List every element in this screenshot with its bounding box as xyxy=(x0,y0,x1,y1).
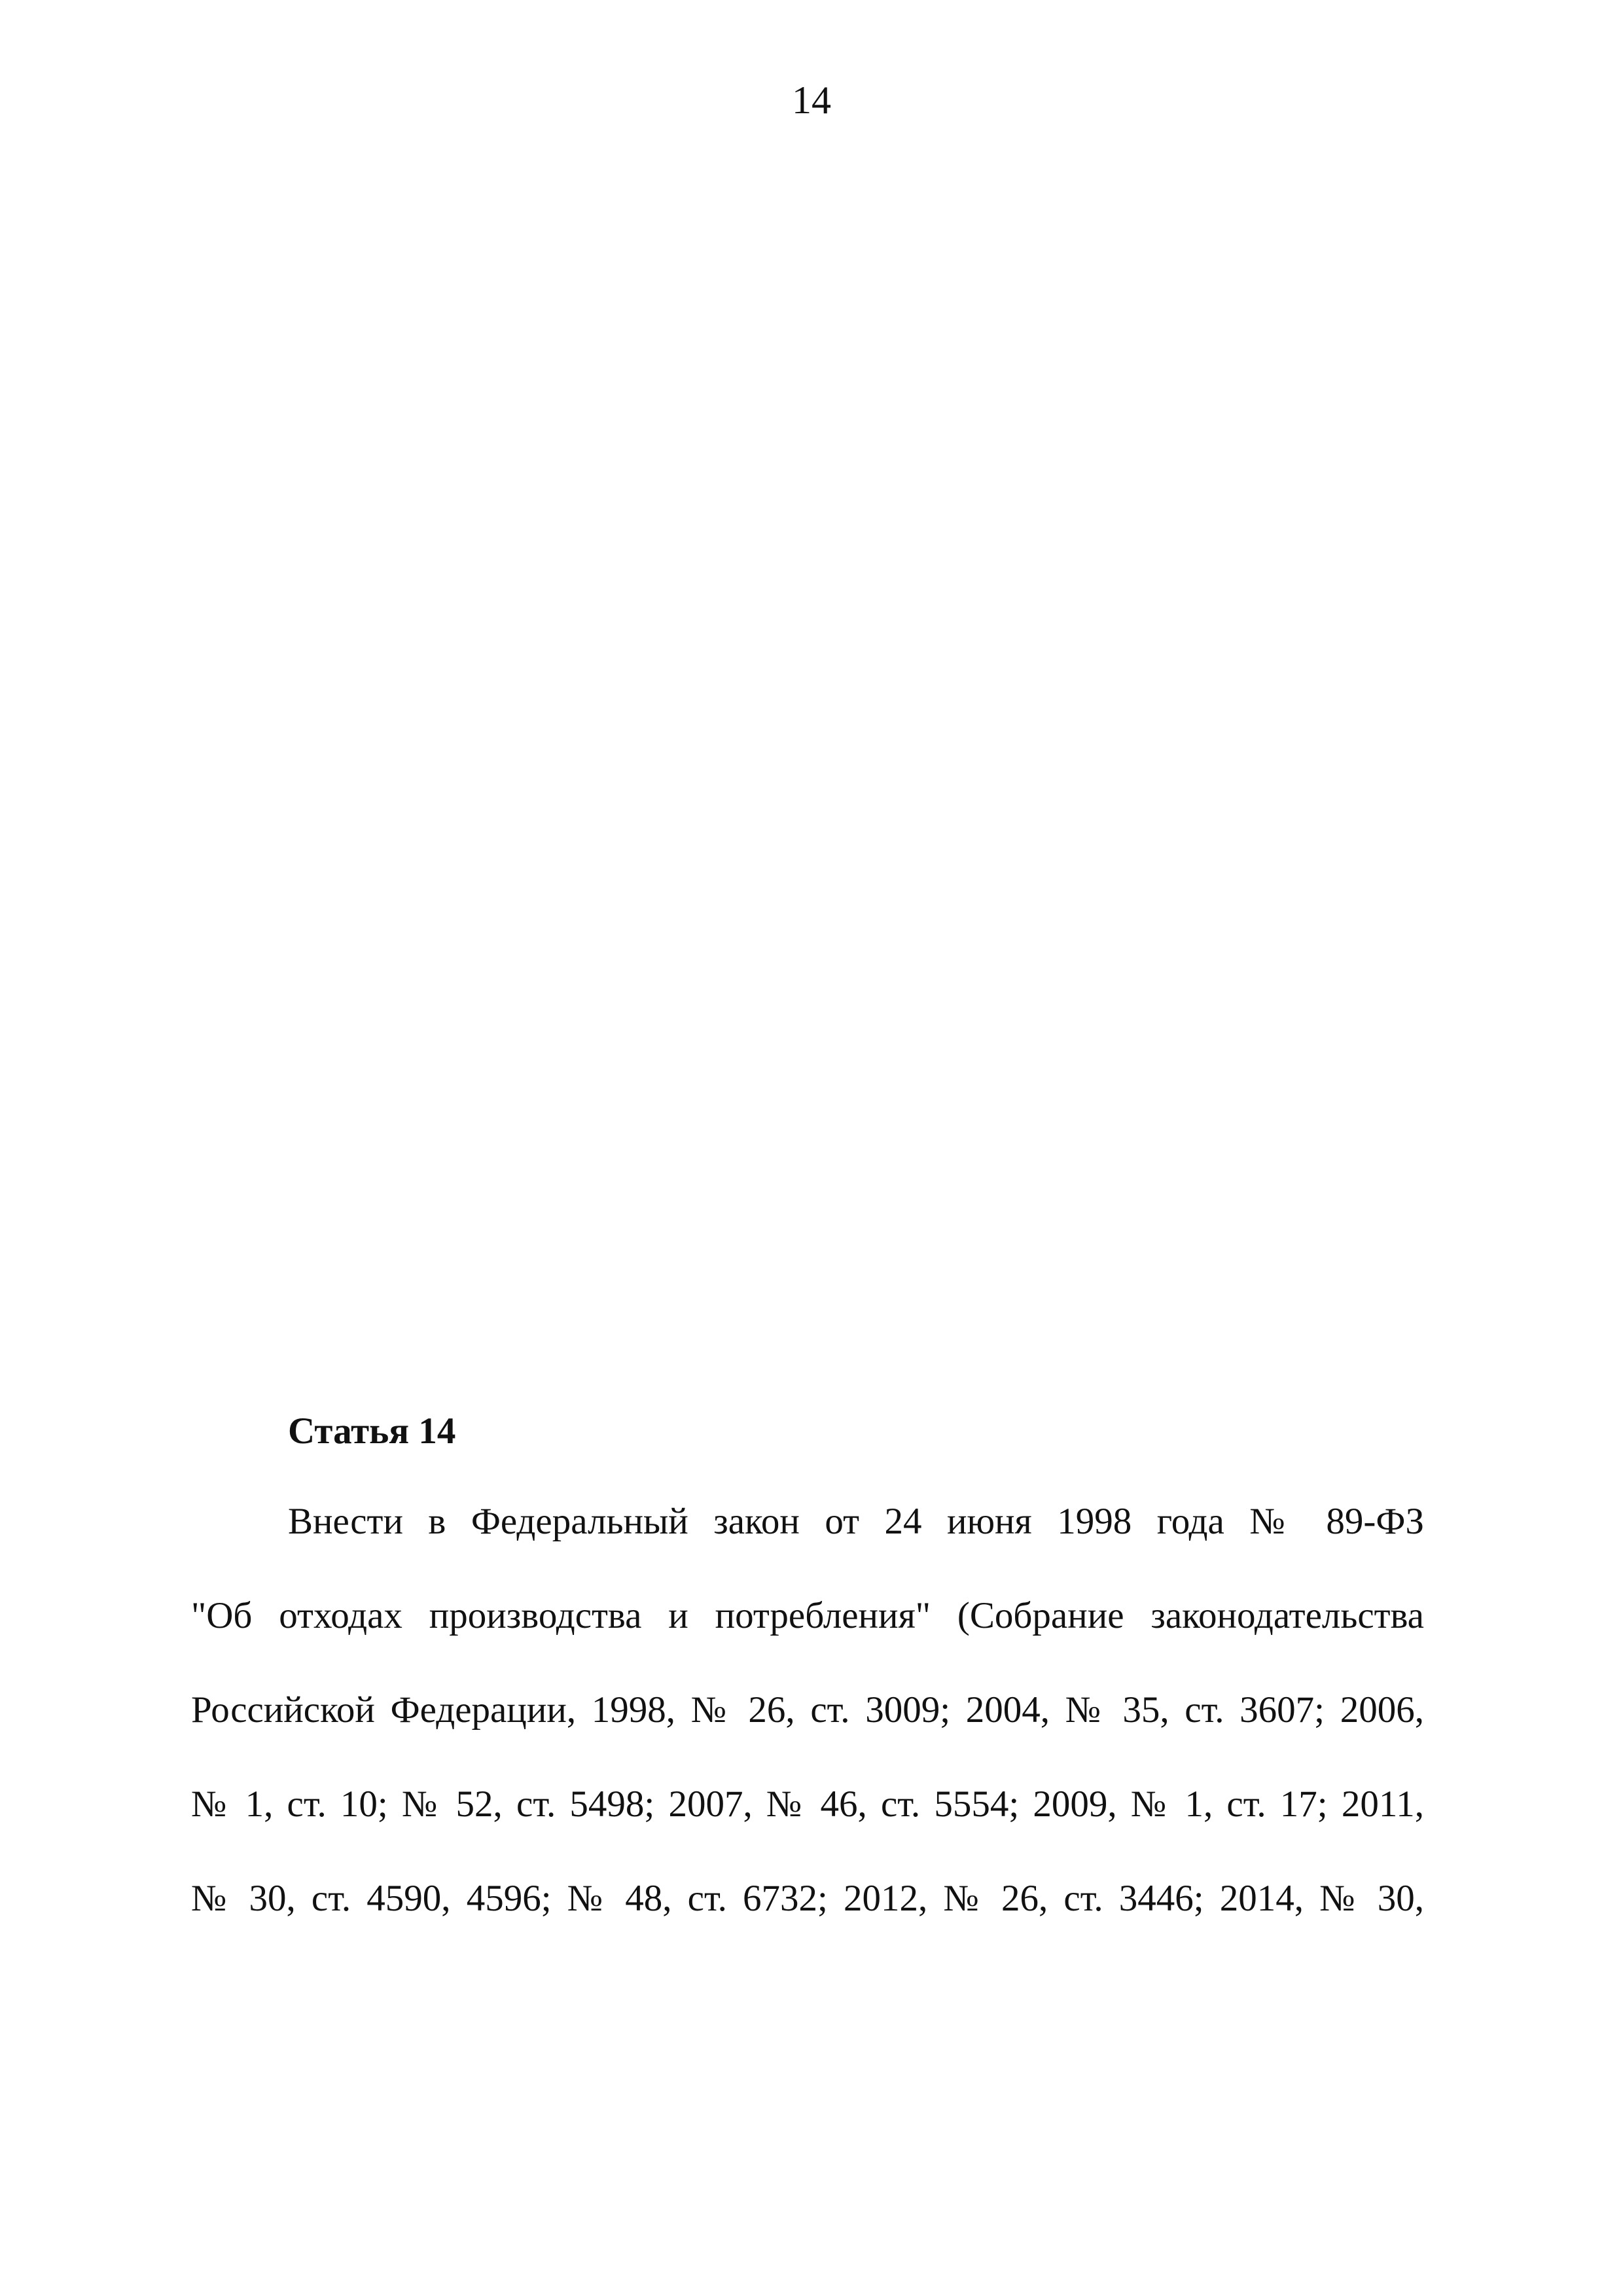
article-text-line-2: "Об отходах производства и потребления" (Собрание законодательства xyxy=(191,1595,1424,1636)
article-text-line-5: № 30, ст. 4590, 4596; № 48, ст. 6732; 2012, № 26, ст. 3446; 2014, № 30, xyxy=(191,1878,1424,1919)
article-heading: Статья 14 xyxy=(288,1410,456,1452)
page-number: 14 xyxy=(792,79,831,122)
article-text-line-3: Российской Федерации, 1998, № 26, ст. 3009; 2004, № 35, ст. 3607; 2006, xyxy=(191,1689,1424,1731)
article-text-line-4: № 1, ст. 10; № 52, ст. 5498; 2007, № 46, ст. 5554; 2009, № 1, ст. 17; 2011, xyxy=(191,1784,1424,1825)
article-text-line-1: Внести в Федеральный закон от 24 июня 1998 года № 89-ФЗ xyxy=(288,1501,1424,1542)
